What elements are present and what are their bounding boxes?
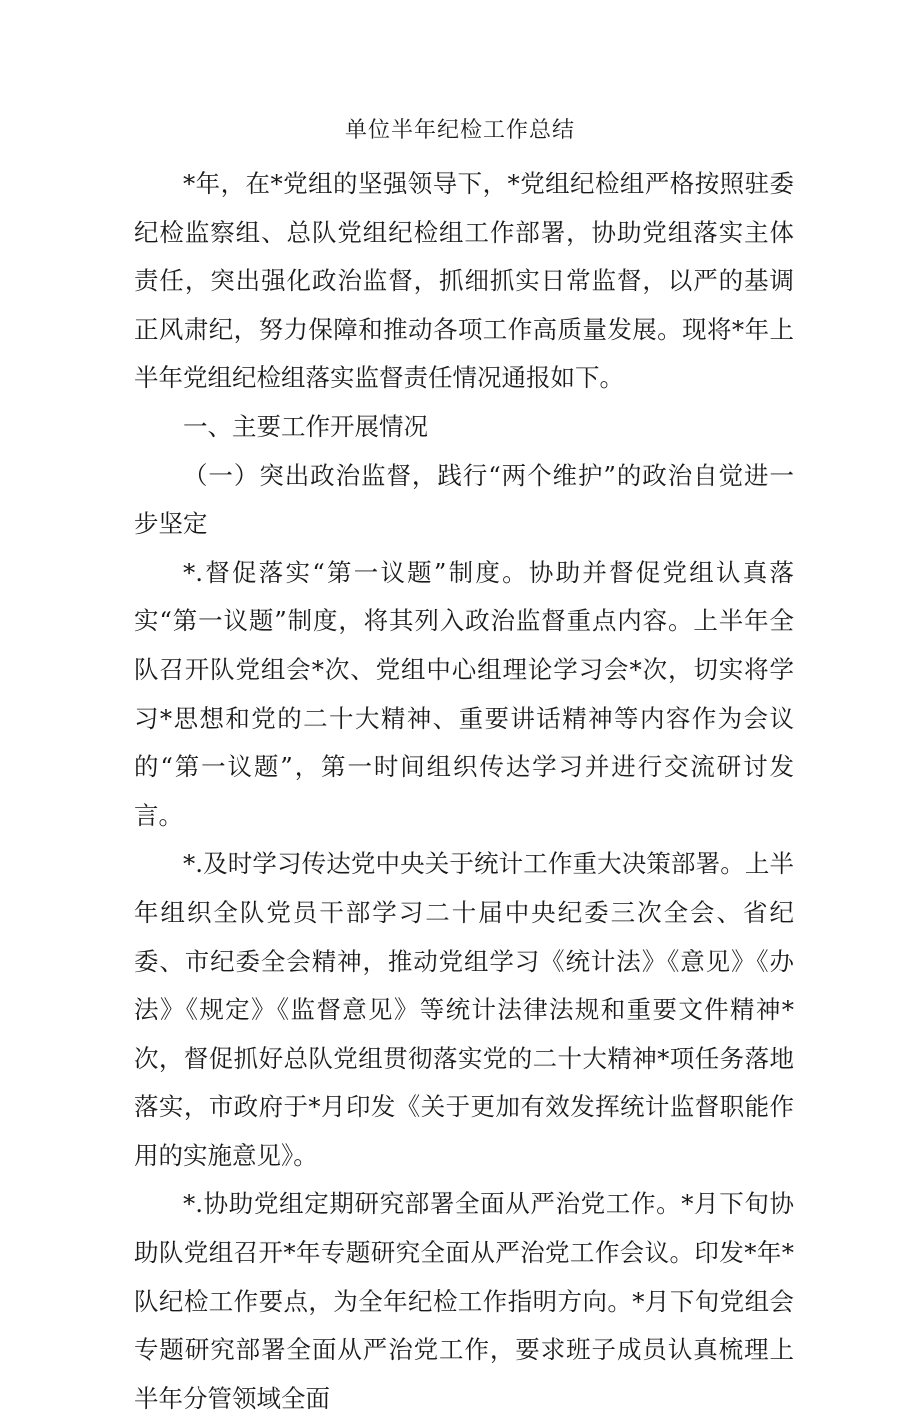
section-heading-1: 一、主要工作开展情况: [183, 411, 428, 441]
subsection-heading-1: （一）突出政治监督，践行“两个维护”的政治自觉进一步坚定: [134, 460, 794, 539]
body-paragraph-2: *.及时学习传达党中央关于统计工作重大决策部署。上半年组织全队党员干部学习二十届中央纪委三次全会、省纪委、市纪委全会精神，推动党组学习《统计法》《意见》《办法》《规定》《监督意见》等统计法律法规和重要文件精神*次，督促抓好总队党组贯彻落实党的二十大精神*项任务落地落实，市政府于*月印发《关于更加有效发挥统计监督职能作用的实施意见》。: [134, 849, 794, 1170]
intro-paragraph: *年，在*党组的坚强领导下，*党组纪检组严格按照驻委纪检监察组、总队党组纪检组工作部署，协助党组落实主体责任，突出强化政治监督，抓细抓实日常监督，以严的基调正风肃纪，努力保障和推动各项工作高质量发展。现将*年上半年党组纪检组落实监督责任情况通报如下。: [134, 169, 794, 393]
body-paragraph-1: *.督促落实“第一议题”制度。协助并督促党组认真落实“第一议题”制度，将其列入政治监督重点内容。上半年全队召开队党组会*次、党组中心组理论学习会*次，切实将学习*思想和党的二十大精神、重要讲话精神等内容作为会议的“第一议题”，第一时间组织传达学习并进行交流研讨发言。: [134, 557, 794, 830]
document-title: 单位半年纪检工作总结: [344, 118, 575, 143]
document-body: [134, 160, 794, 1423]
body-paragraph-3: *.协助党组定期研究部署全面从严治党工作。*月下旬协助队党组召开*年专题研究全面从严治党工作会议。印发*年*队纪检工作要点，为全年纪检工作指明方向。*月下旬党组会专题研究部署全面从严治党工作，要求班子成员认真梳理上半年分管领域全面: [134, 1189, 794, 1413]
